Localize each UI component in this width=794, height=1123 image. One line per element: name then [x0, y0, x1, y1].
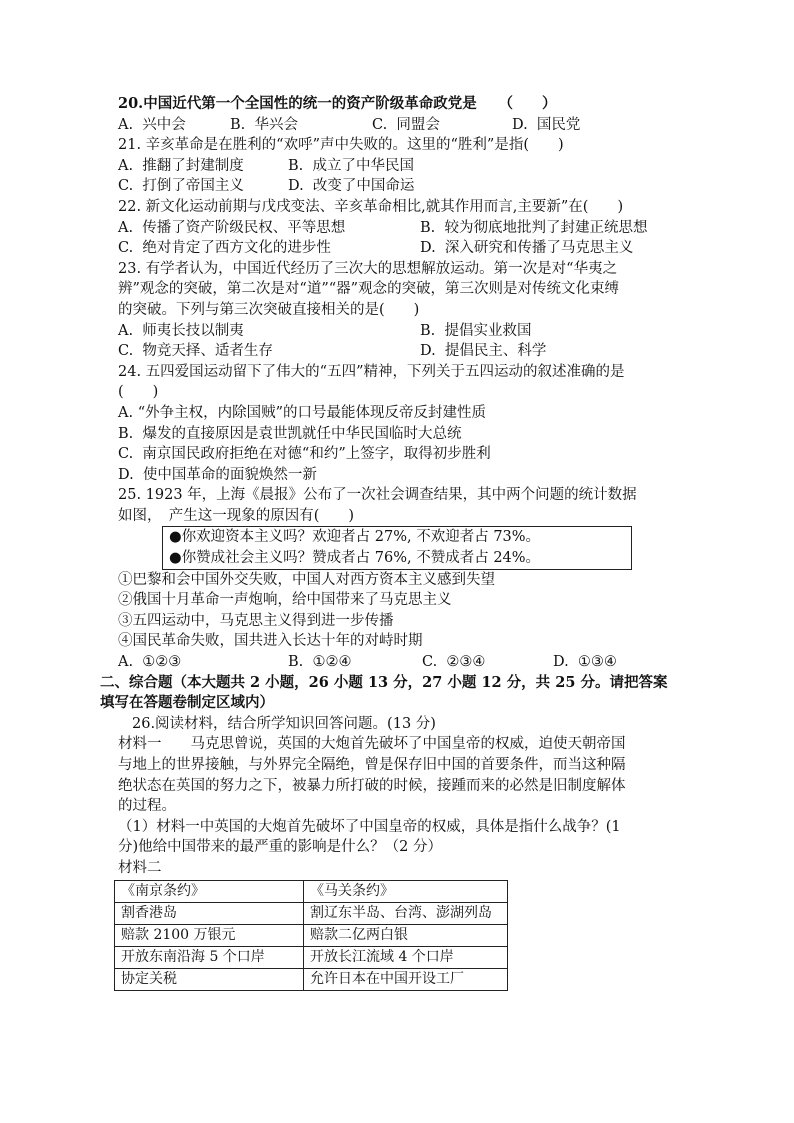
question-23-options-row: [118, 321, 678, 342]
table-cell: 赔款二亿两白银: [304, 924, 508, 946]
survey-line: ●你赞成社会主义吗？赞成者占 76%, 不赞成者占 24%。: [169, 550, 541, 567]
material-1-line: 的过程。: [118, 798, 176, 815]
question-25-stem-line: 如图， 产生这一现象的原因有( ): [118, 507, 355, 524]
option-b: B. 较为彻底地批判了封建正统思想: [420, 219, 648, 236]
question-23-options-row: [118, 341, 678, 362]
question-21-options-row: [118, 176, 678, 197]
survey-line: ●你欢迎资本主义吗？欢迎者占 27%, 不欢迎者占 73%。: [169, 529, 541, 546]
option-d: D. 改变了中国命运: [288, 178, 415, 195]
question-24-stem-line: ( ): [118, 384, 159, 401]
option-c: C. ②③④: [422, 654, 486, 671]
option-a: A. “外争主权，内除国贼”的口号最能体现反帝反封建性质: [118, 404, 487, 421]
sub-question-1: 分)他给中国带来的最严重的影响是什么？（2 分）: [118, 839, 442, 856]
option-d: D. ①③④: [553, 654, 617, 671]
sub-question-1: （1）材料一中英国的大炮首先破坏了中国皇帝的权威，具体是指什么战争？(1: [118, 818, 621, 835]
table-cell: 赔款 2100 万银元: [115, 924, 304, 946]
option-c: C. 同盟会: [372, 116, 440, 133]
question-22-options-row: [118, 218, 678, 239]
option-c: C. 南京国民政府拒绝在对德“和约”上签字，取得初步胜利: [118, 446, 491, 463]
question-21-stem: 21. 辛亥革命是在胜利的“欢呼”声中失败的。这里的“胜利”是指( ): [118, 137, 564, 154]
section-2-title: 填写在答题卷制定区域内）: [100, 694, 274, 712]
section-2-title: 二、综合题（本大题共 2 小题，26 小题 13 分，27 小题 12 分，共 25 分。请把答案: [100, 673, 668, 691]
option-a: A. 兴中会: [118, 116, 186, 133]
table-cell: 开放东南沿海 5 个口岸: [115, 946, 304, 968]
table-cell: 割辽东半岛、台湾、澎湖列岛: [304, 902, 508, 924]
reason-item: ②俄国十月革命一声炮响，给中国带来了马克思主义: [118, 592, 452, 609]
exam-page: [100, 94, 678, 991]
option-a: A. 推翻了封建制度: [118, 157, 244, 174]
treaty-comparison-table: [114, 880, 508, 991]
question-23-stem-line: 23. 有学者认为，中国近代经历了三次大的思想解放运动。第一次是对“华夷之: [118, 260, 618, 277]
question-23-stem-line: 辨”观念的突破，第二次是对“道”“器”观念的突破，第三次则是对传统文化束缚: [118, 281, 620, 298]
question-23-stem-line: 的突破。下列与第三次突破直接相关的是( ): [118, 301, 420, 318]
table-cell: 开放长江流域 4 个口岸: [304, 946, 508, 968]
option-b: B. 华兴会: [230, 116, 298, 133]
option-a: A. ①②③: [118, 654, 182, 671]
question-20-stem: 20.中国近代第一个全国性的统一的资产阶级革命政党是 （ ）: [118, 95, 557, 112]
reason-item: ④国民革命失败，国共进入长达十年的对峙时期: [118, 633, 423, 650]
table-cell: 允许日本在中国开设工厂: [304, 968, 508, 990]
option-c: C. 绝对肯定了西方文化的进步性: [118, 240, 331, 257]
material-1-line: 绝状态在英国的努力之下，被暴力所打破的时候，接踵而来的必然是旧制度解体: [118, 777, 626, 794]
option-b: B. 爆发的直接原因是袁世凯就任中华民国临时大总统: [118, 425, 462, 442]
question-26-stem: 26.阅读材料，结合所学知识回答问题。(13 分): [132, 715, 436, 732]
option-d: D. 提倡民主、科学: [420, 343, 547, 360]
option-a: A. 传播了资产阶级民权、平等思想: [118, 219, 346, 236]
question-22-options-row: [118, 238, 678, 259]
table-header: 《南京条约》: [115, 880, 304, 902]
option-d: D. 国民党: [512, 116, 581, 133]
table-row: [115, 924, 508, 946]
question-24-stem-line: 24. 五四爱国运动留下了伟大的“五四”精神，下列关于五四运动的叙述准确的是: [118, 363, 625, 380]
question-21-options-row: [118, 156, 678, 177]
table-cell: 协定关税: [115, 968, 304, 990]
table-row: [115, 946, 508, 968]
table-header-row: [115, 880, 508, 902]
question-25-options: [118, 652, 678, 673]
table-header: 《马关条约》: [304, 880, 508, 902]
question-20-options: [118, 115, 678, 136]
table-cell: 割香港岛: [115, 902, 304, 924]
material-2-label: 材料二: [118, 859, 162, 876]
option-d: D. 深入研究和传播了马克思主义: [420, 240, 634, 257]
option-d: D. 使中国革命的面貌焕然一新: [118, 466, 317, 483]
option-b: B. 成立了中华民国: [288, 157, 414, 174]
material-1-line: 与地上的世界接触，与外界完全隔绝，曾是保存旧中国的首要条件，而当这种隔: [118, 757, 626, 773]
material-1-line: 材料一 马克思曾说，英国的大炮首先破坏了中国皇帝的权威，迫使天朝帝国: [118, 736, 626, 753]
option-a: A. 师夷长技以制夷: [118, 322, 244, 339]
reason-item: ①巴黎和会中国外交失败，中国人对西方资本主义感到失望: [118, 571, 495, 588]
option-b: B. 提倡实业救国: [420, 322, 532, 339]
reason-item: ③五四运动中，马克思主义得到进一步传播: [118, 612, 394, 629]
option-c: C. 物竞天择、适者生存: [118, 343, 273, 360]
option-b: B. ①②④: [288, 654, 352, 671]
table-row: [115, 902, 508, 924]
survey-result-box: [162, 526, 632, 569]
table-row: [115, 968, 508, 990]
option-c: C. 打倒了帝国主义: [118, 178, 244, 195]
question-22-stem: 22. 新文化运动前期与戊戌变法、辛亥革命相比,就其作用而言,主要新”在( ): [118, 198, 624, 215]
question-25-stem-line: 25. 1923 年，上海《晨报》公布了一次社会调查结果，其中两个问题的统计数据: [118, 487, 637, 504]
